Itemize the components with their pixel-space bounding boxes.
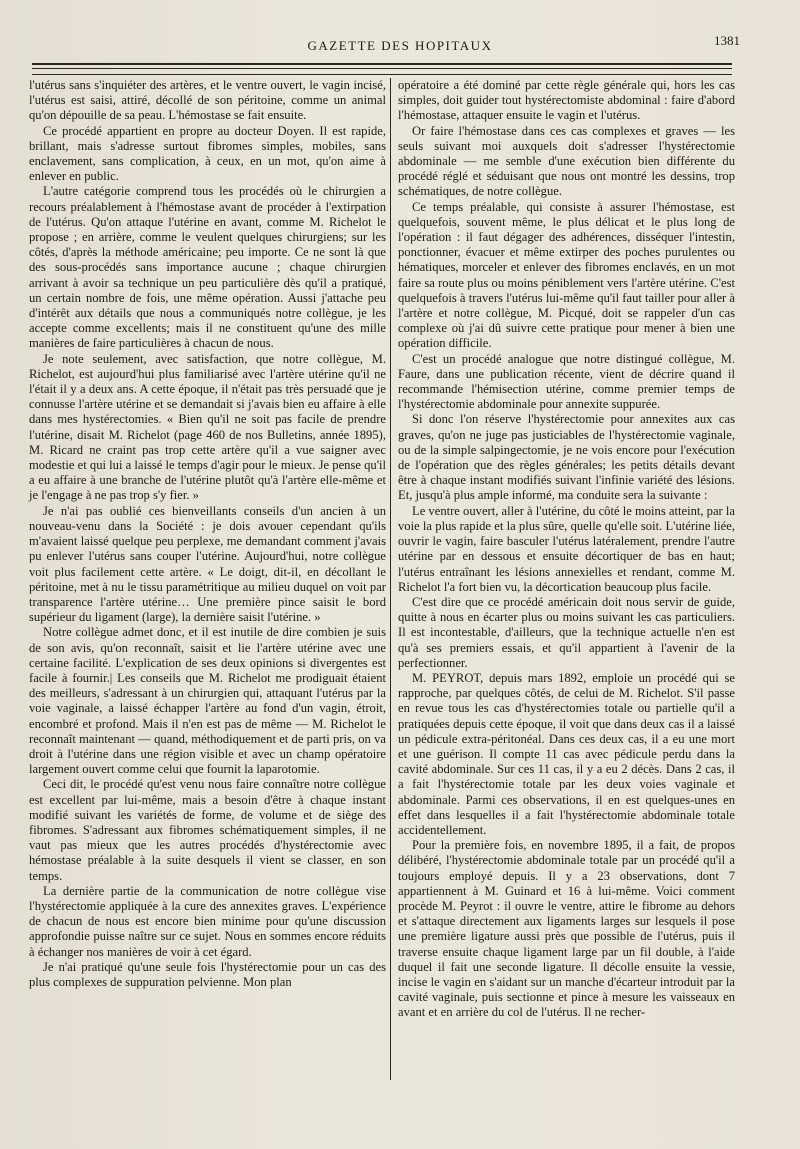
header-rule (32, 74, 732, 75)
paragraph: Pour la première fois, en novembre 1895, il a fait, de propos délibéré, l'hystérectomie abdominale totale par un procédé qu'il a toujours employé depuis. Il y a 23 observations, dont 7 appartiennent à M. Guinard et 16 à lui-même. Voici comment procède M. Peyrot : il ouvre le ventre, attire le fibrome au dehors et s'attaque directement aux ligaments larges sur lesquels il pose une première ligature aussi près que possible de l'utérus, puis il traverse ensuite chaque ligament large par un fil double, à l'aide duquel il fait une seconde ligature. Il décolle ensuite la vessie, incise le vagin en s'aidant sur un manche d'écarteur introduit par la cavité vaginale, puis sectionne et pince à mesure les vaisseaux en avant et en arrière du col de l'utérus. Il ne recher- (398, 838, 735, 1020)
paragraph: Ce temps préalable, qui consiste à assurer l'hémostase, est quelquefois, souvent même, le plus délicat et le plus long de l'opération : il faut dégager des adhérences, disséquer l'intestin, ponctionner, évacuer et même extirper des poches purulentes ou hématiques, morceler et enlever des fibromes enclavés, en un mot faire sa route plus ou moins péniblement vers l'artère utérine. C'est quelquefois à travers l'utérus lui-même qu'il faut tailler pour aller à l'artère et notre collègue, M. Picqué, doit se rappeler d'un cas complexe où j'ai dû suivre cette pratique pour mener à bien une opération difficile. (398, 199, 735, 351)
paragraph: l'utérus sans s'inquiéter des artères, et le ventre ouvert, le vagin incisé, l'utérus est saisi, attiré, décollé de son péritoine, comme un animal qu'on dépouille de sa peau. L'hémostase se fait ensuite. (29, 78, 386, 123)
right-column (398, 78, 735, 1021)
paragraph: Notre collègue admet donc, et il est inutile de dire combien je suis de son avis, qu'on reconnaît, saisit et lie l'artère utérine avec une certaine facilité. L'explication de ses deux opinions si divergentes est facile à fournir.| Les conseils que M. Richelot me prodiguait étaient des meilleurs, s'adressant à un chirurgien qui, attaquant l'utérus par la voie vaginale, a laissé échapper l'artère au fond d'un vagin, étroit, encombré et profond. Mais il n'en est pas de même — M. Richelot le reconnaît maintenant — quand, méthodiquement et de parti pris, on va droit à l'utérine dans une région visible et avec un champ opératoire largement ouvert comme celui que fournit la laparotomie. (29, 625, 386, 777)
column-divider (390, 78, 391, 1080)
header-rule (32, 68, 732, 69)
header-rule (32, 63, 732, 65)
paragraph: Je n'ai pas oublié ces bienveillants conseils d'un ancien à un nouveau-venu dans la Société : je dois avouer cependant qu'ils m'avaient laissé quelque peu perplexe, me demandant comment j'avais pu enlever l'utérus sans couper l'utérine. Aujourd'hui, notre collègue voit plus facilement cette artère. « Le doigt, dit-il, en décollant le péritoine, met à nu le tissu paramétritique au milieu duquel on voit par transparence l'artère utérine… Une première pince saisit le bord supérieur du ligament (large), la dernière saisit l'utérine. » (29, 503, 386, 625)
paragraph: C'est un procédé analogue que notre distingué collègue, M. Faure, dans une publication récente, vient de décrire quand il recommande l'hémisection utérine, comme premier temps de l'hystérectomie abdominale pour annexite suppurée. (398, 351, 735, 412)
paragraph: Ceci dit, le procédé qu'est venu nous faire connaître notre collègue est excellent par lui-même, mais a besoin d'être à chaque instant modifié suivant les variétés de forme, de volume et de siège des fibromes. S'adressant aux fibromes schématiquement simples, il ne vaut pas mieux que les autres procédés d'hystérectomie avec hémostase préalable à la suite desquels il vient se classer, en son temps. (29, 777, 386, 883)
left-column (29, 78, 386, 990)
page-title: GAZETTE DES HOPITAUX (307, 38, 493, 53)
paragraph: La dernière partie de la communication de notre collègue vise l'hystérectomie appliquée à la cure des annexites graves. L'expérience de chacun de nous est encore bien minime pour qu'une discussion approfondie puisse naître sur ce sujet. Nous en sommes encore réduits à échanger nos manières de voir à cet égard. (29, 883, 386, 959)
paragraph: Or faire l'hémostase dans ces cas complexes et graves — les seuls suivant moi auxquels doit s'adresser l'hystérectomie abdominale — me semble d'une exécution bien différente du procédé réglé et séduisant que nous ont montré les dessins, trop schématiques, de notre collègue. (398, 123, 735, 199)
paragraph: L'autre catégorie comprend tous les procédés où le chirurgien a recours préalablement à l'hémostase avant de procéder à l'extirpation de l'utérus. Qu'on attaque l'utérine en avant, comme M. Richelot le propose ; en arrière, comme le veulent quelques chirurgiens; sur les côtés, d'après la méthode américaine; peu importe. Ce ne sont là que des sous-procédés sans importance aucune ; chaque chirurgien arrivant à avoir sa technique un peu particulière dès qu'il a pratiqué, un certain nombre de fois, une même opération. Aussi j'attache peu d'intérêt aux détails que nous a communiqués notre collègue, je les accepte comme excellents; mais il ne constituent qu'une des mille manières de faire particulières à chacun de nous. (29, 184, 386, 351)
paragraph: Je n'ai pratiqué qu'une seule fois l'hystérectomie pour un cas des plus complexes de suppuration pelvienne. Mon plan (29, 959, 386, 989)
page-number: 1381 (714, 33, 740, 48)
paragraph: Je note seulement, avec satisfaction, que notre collègue, M. Richelot, est aujourd'hui plus familiarisé avec l'artère utérine qu'il ne l'était il y a deux ans. A cette époque, il n'était pas très persuadé que je connusse l'artère utérine et se demandait si j'avais bien eu affaire à elle dans mes hystérectomies. « Bien qu'il ne soit pas facile de prendre l'utérine, disait M. Richelot (page 460 de nos Bulletins, année 1895), M. Ricard ne craint pas trop cette artère qu'il a vue saigner avec modestie et qui lui a laissé le temps d'agir pour le mieux. Je pense qu'il a eu affaire à une branche de l'utérine plutôt qu'à l'artère elle-même et je l'engage à ne pas trop s'y fier. » (29, 351, 386, 503)
paragraph: C'est dire que ce procédé américain doit nous servir de guide, quitte à nous en écarter plus ou moins suivant les cas particuliers. Il est incontestable, d'ailleurs, que la technique actuelle n'en est qu'à ses premiers essais, et qu'il appartient à l'avenir de la perfectionner. (398, 594, 735, 670)
paragraph: Si donc l'on réserve l'hystérectomie pour annexites aux cas graves, qu'on ne juge pas justiciables de l'hystérectomie vaginale, ou de la simple salpingectomie, je ne vois encore pour l'exécution de l'opération que des règles générales; les petits détails devant être à chaque instant modifiés suivant l'infinie variété des lésions. Et, jusqu'à plus ample informé, ma conduite sera la suivante : (398, 412, 735, 503)
paragraph: Le ventre ouvert, aller à l'utérine, du côté le moins atteint, par la voie la plus rapide et la plus sûre, quelle qu'elle soit. L'utérine liée, ouvrir le vagin, faire basculer l'utérus latéralement, prendre l'autre utérine par en dessous et ensuite décortiquer de bas en haut; l'utérus entraînant les lésions annexielles et rendant, comme M. Richelot l'a fort bien vu, la décortication beaucoup plus facile. (398, 503, 735, 594)
paragraph: Ce procédé appartient en propre au docteur Doyen. Il est rapide, brillant, mais s'adresse surtout fibromes simples, mobiles, sans enclavement, sans complication, à ceux, en un mot, qu'on aime à enlever en public. (29, 123, 386, 184)
paragraph: opératoire a été dominé par cette règle générale qui, hors les cas simples, doit guider tout hystérectomiste abdominal : faire d'abord l'hémostase, attaquer ensuite le vagin et l'utérus. (398, 78, 735, 123)
paragraph: M. PEYROT, depuis mars 1892, emploie un procédé qui se rapproche, par quelques côtés, de celui de M. Richelot. S'il passe en revue tous les cas d'hystérectomies totale ou partielle qu'il a pratiquées depuis cette époque, il voit que dans deux cas il a laissé un pédicule extra-péritonéal. Dans ces deux cas, il a eu une mort et une guérison. Il compte 11 cas avec pédicule perdu dans la cavité abdominale. Sur ces 11 cas, il y a eu 2 décès. Dans 2 cas, il a fait l'hystérectomie totale par les deux voies vaginale et abdominale. Parmi ces observations, il en est quelques-unes en effet dans lesquelles il a fait l'hystérectomie abdominale totale accidentellement. (398, 670, 735, 837)
